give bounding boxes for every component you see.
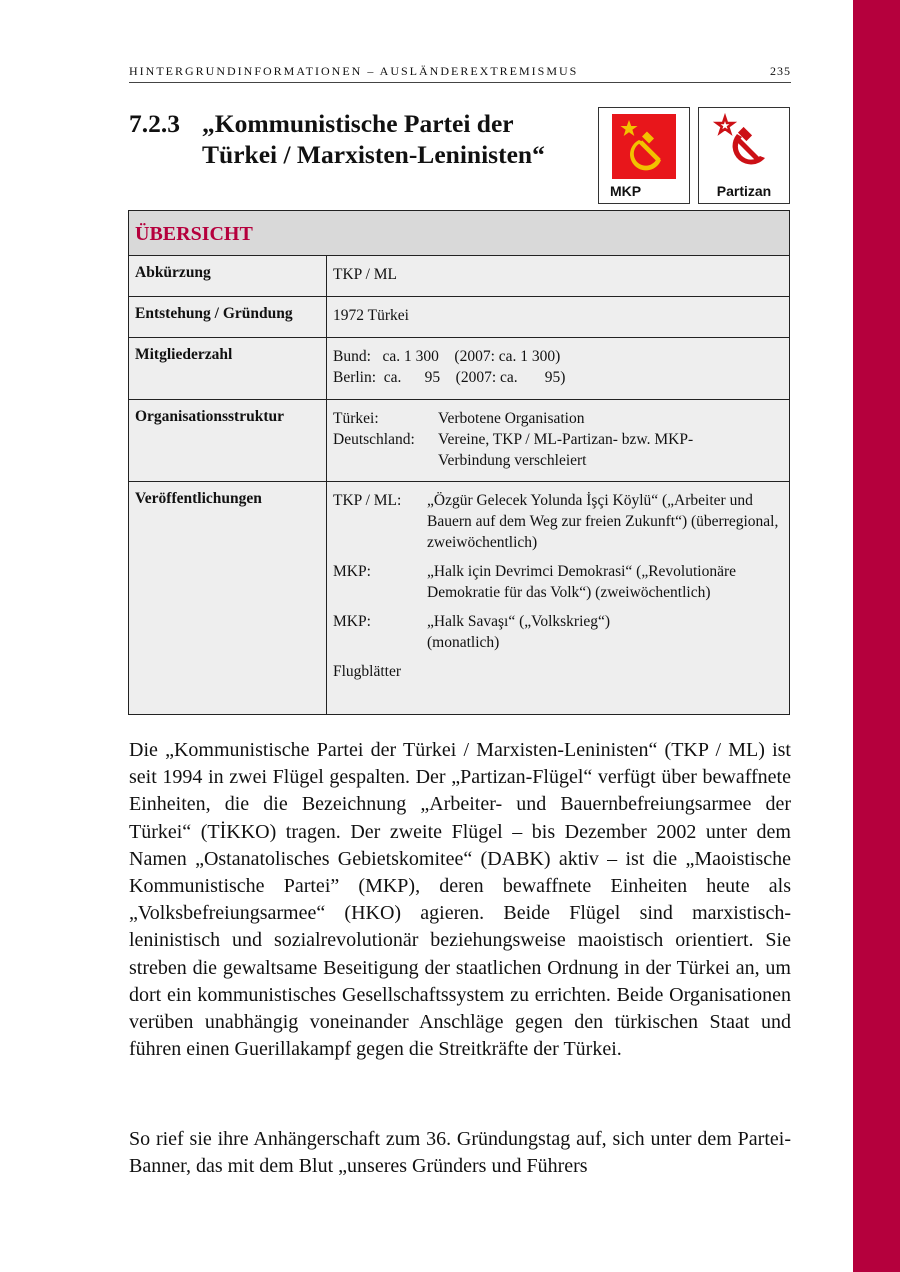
list-item [333,490,783,553]
table-row [129,256,789,297]
table-row [129,297,789,338]
row-value-founding: 1972 Türkei [333,307,409,324]
partizan-logo-caption: Partizan [716,183,772,199]
table-row [129,338,789,400]
row-value-publications [327,482,789,714]
list-item [333,408,783,429]
section-title-line-2: Türkei / Marxisten-Leninisten“ [202,140,545,169]
row-label-structure: Organisationsstruktur [129,400,327,481]
row-label-founding: Entstehung / Gründung [129,297,327,337]
row-label-publications: Veröffentlichungen [129,482,327,714]
members-berlin: Berlin: ca. 95 (2007: ca. 95) [333,369,566,386]
table-row [129,400,789,482]
overview-table [128,210,790,715]
publication-title: „Halk Savaşı“ („Volkskrieg“) (monatlich) [427,613,611,651]
publication-publisher: MKP: [333,563,371,580]
section-number: 7.2.3 [129,109,180,138]
mkp-logo-caption: MKP [610,183,642,199]
row-value-abbreviation: TKP / ML [333,266,398,283]
row-value-structure [327,400,789,481]
table-row [129,482,789,714]
publication-title: „Halk için Devrimci Demokrasi“ („Revolutionäre Demokratie für das Volk“) (zweiwöchentlich) [427,563,737,601]
overview-heading: ÜBERSICHT [135,223,253,245]
row-value-members [327,338,789,399]
list-item [333,429,783,471]
section-title-line-1: „Kommunistische Partei der [202,109,514,138]
row-label-abbreviation: Abkürzung [129,256,327,296]
list-item [333,611,783,653]
publication-publisher: TKP / ML: [333,492,402,509]
structure-key: Türkei: [333,410,379,427]
running-header [129,62,791,83]
members-federal: Bund: ca. 1 300 (2007: ca. 1 300) [333,348,561,365]
structure-key: Deutschland: [333,431,415,448]
page-edge-color-band [853,0,900,1272]
publication-title: „Özgür Gelecek Yolunda İşçi Köylü“ („Arbeiter und Bauern auf dem Weg zur freien Zukunft“) (überregional, zweiwöchentlich) [427,492,779,551]
row-label-members: Mitgliederzahl [129,338,327,399]
structure-value: Vereine, TKP / ML-Partizan- bzw. MKP-Verbindung verschleiert [438,431,694,469]
structure-value: Verbotene Organisation [438,410,585,427]
publication-leaflets: Flugblätter [333,663,402,680]
running-title: HINTERGRUNDINFORMATIONEN – AUSLÄNDEREXTREMISMUS [129,64,579,78]
mkp-logo [598,107,690,204]
partizan-logo [698,107,790,204]
publication-publisher: MKP: [333,613,371,630]
page-number: 235 [770,64,791,78]
list-item [333,561,783,603]
body-paragraph: Die „Kommunistische Partei der Türkei / Marxisten-Leninisten“ (TKP / ML) ist seit 1994 in zwei Flügel gespalten. Der „Partizan-Flügel“ verfügt über bewaffnete Einheiten, die die Bezeichnung „Arbeiter- und Bauernbefreiungsarmee der Türkei“ (TİKKO) tragen. Der zweite Flügel – bis Dezember 2002 unter dem Namen „Ostanatolisches Gebietskomitee“ (DABK) aktiv – ist die „Maoistische Kommunistische Partei” (MKP), deren bewaffnete Einheiten heute als „Volksbefreiungsarmee“ (HKO) agieren. Beide Flügel sind marxistisch-leninistisch und sozialrevolutionär beziehungsweise maoistisch orientiert. Sie streben die gewaltsame Beseitigung der staatlichen Ordnung in der Türkei an, um dort ein kommunistisches Gesellschaftssystem zu errichten. Beide Organisationen verüben unabhängig voneinander Anschläge gegen den türkischen Staat und führen einen Guerillakampf gegen die Streitkräfte der Türkei. [129,739,791,1061]
overview-heading-bar [129,211,789,256]
body-paragraph: So rief sie ihre Anhängerschaft zum 36. Gründungstag auf, sich unter dem Partei-Banner, das mit dem Blut „unseres Gründers und Führers [129,1128,791,1178]
